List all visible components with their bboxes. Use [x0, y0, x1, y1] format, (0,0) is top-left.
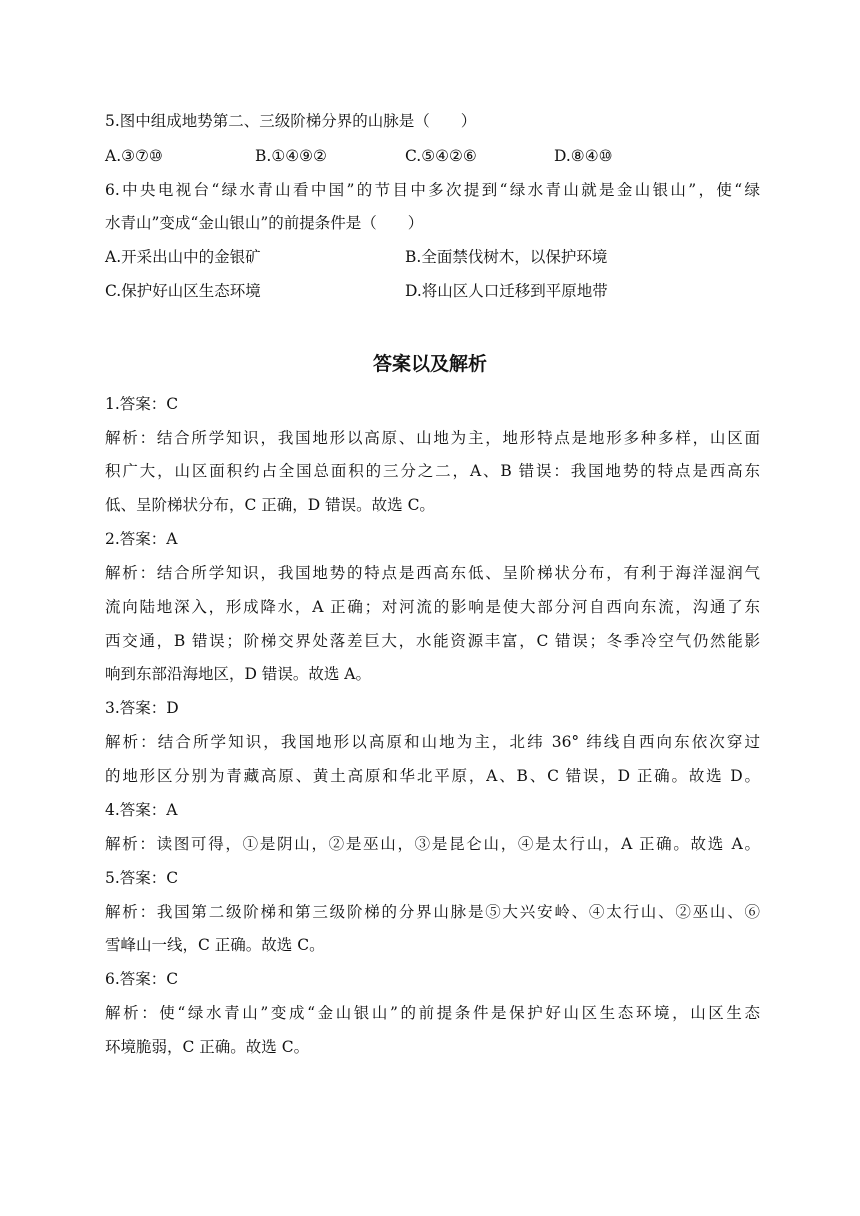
answer-3-explanation-line: 的地形区分别为青藏高原、黄土高原和华北平原，A、B、C 错误，D 正确。故选 D。 — [105, 767, 760, 785]
answer-2-explanation-line: 西交通，B 错误；阶梯交界处落差巨大，水能资源丰富，C 错误；冬季冷空气仍然能影 — [105, 632, 760, 650]
answer-6-label: 6.答案：C — [105, 970, 179, 988]
option-a: A.③⑦⑩ — [105, 147, 163, 165]
answer-5-label: 5.答案：C — [105, 869, 179, 887]
answer-6-explanation-line: 环境脆弱，C 正确。故选 C。 — [105, 1038, 310, 1056]
answer-3-explanation-line: 解析：结合所学知识，我国地形以高原和山地为主，北纬 36° 纬线自西向东依次穿过 — [105, 733, 760, 751]
answer-2-explanation-line: 流向陆地深入，形成降水，A 正确；对河流的影响是使大部分河自西向东流，沟通了东 — [105, 598, 760, 616]
answer-1-label: 1.答案：C — [105, 395, 179, 413]
option-d: D.⑧④⑩ — [554, 147, 613, 165]
option-a: A.开采出山中的金银矿 — [105, 248, 261, 266]
answer-1-explanation-line: 积广大，山区面积约占全国总面积的三分之二，A、B 错误：我国地势的特点是西高东 — [105, 462, 760, 480]
answer-1-explanation-line: 低、呈阶梯状分布，C 正确，D 错误。故选 C。 — [105, 496, 435, 514]
answer-4-explanation-line: 解析：读图可得，①是阴山，②是巫山，③是昆仑山，④是太行山，A 正确。故选 A。 — [105, 835, 760, 853]
answer-5-explanation-line: 解析：我国第二级阶梯和第三级阶梯的分界山脉是⑤大兴安岭、④太行山、②巫山、⑥ — [105, 903, 760, 921]
answer-3-label: 3.答案：D — [105, 699, 179, 717]
answer-4-label: 4.答案：A — [105, 801, 178, 819]
option-d: D.将山区人口迁移到平原地带 — [405, 282, 608, 300]
question-6-stem-line-1: 6.中央电视台“绿水青山看中国”的节目中多次提到“绿水青山就是金山银山”，使“绿 — [105, 181, 760, 199]
question-5-stem: 5.图中组成地势第二、三级阶梯分界的山脉是（ ） — [105, 112, 477, 130]
option-c: C.保护好山区生态环境 — [105, 282, 261, 300]
option-c: C.⑤④②⑥ — [405, 147, 477, 165]
answer-5-explanation-line: 雪峰山一线，C 正确。故选 C。 — [105, 936, 325, 954]
question-6-stem-line-2: 水青山”变成“金山银山”的前提条件是（ ） — [105, 214, 424, 232]
answers-heading: 答案以及解析 — [372, 353, 487, 375]
answer-6-explanation-line: 解析：使“绿水青山”变成“金山银山”的前提条件是保护好山区生态环境，山区生态 — [105, 1004, 760, 1022]
option-b: B.①④⑨② — [255, 147, 327, 165]
answer-2-label: 2.答案：A — [105, 530, 178, 548]
answer-2-explanation-line: 响到东部沿海地区，D 错误。故选 A。 — [105, 665, 371, 683]
answer-2-explanation-line: 解析：结合所学知识，我国地势的特点是西高东低、呈阶梯状分布，有利于海洋湿润气 — [105, 564, 760, 582]
option-b: B.全面禁伐树木，以保护环境 — [405, 248, 608, 266]
answer-1-explanation-line: 解析：结合所学知识，我国地形以高原、山地为主，地形特点是地形多种多样，山区面 — [105, 429, 760, 447]
